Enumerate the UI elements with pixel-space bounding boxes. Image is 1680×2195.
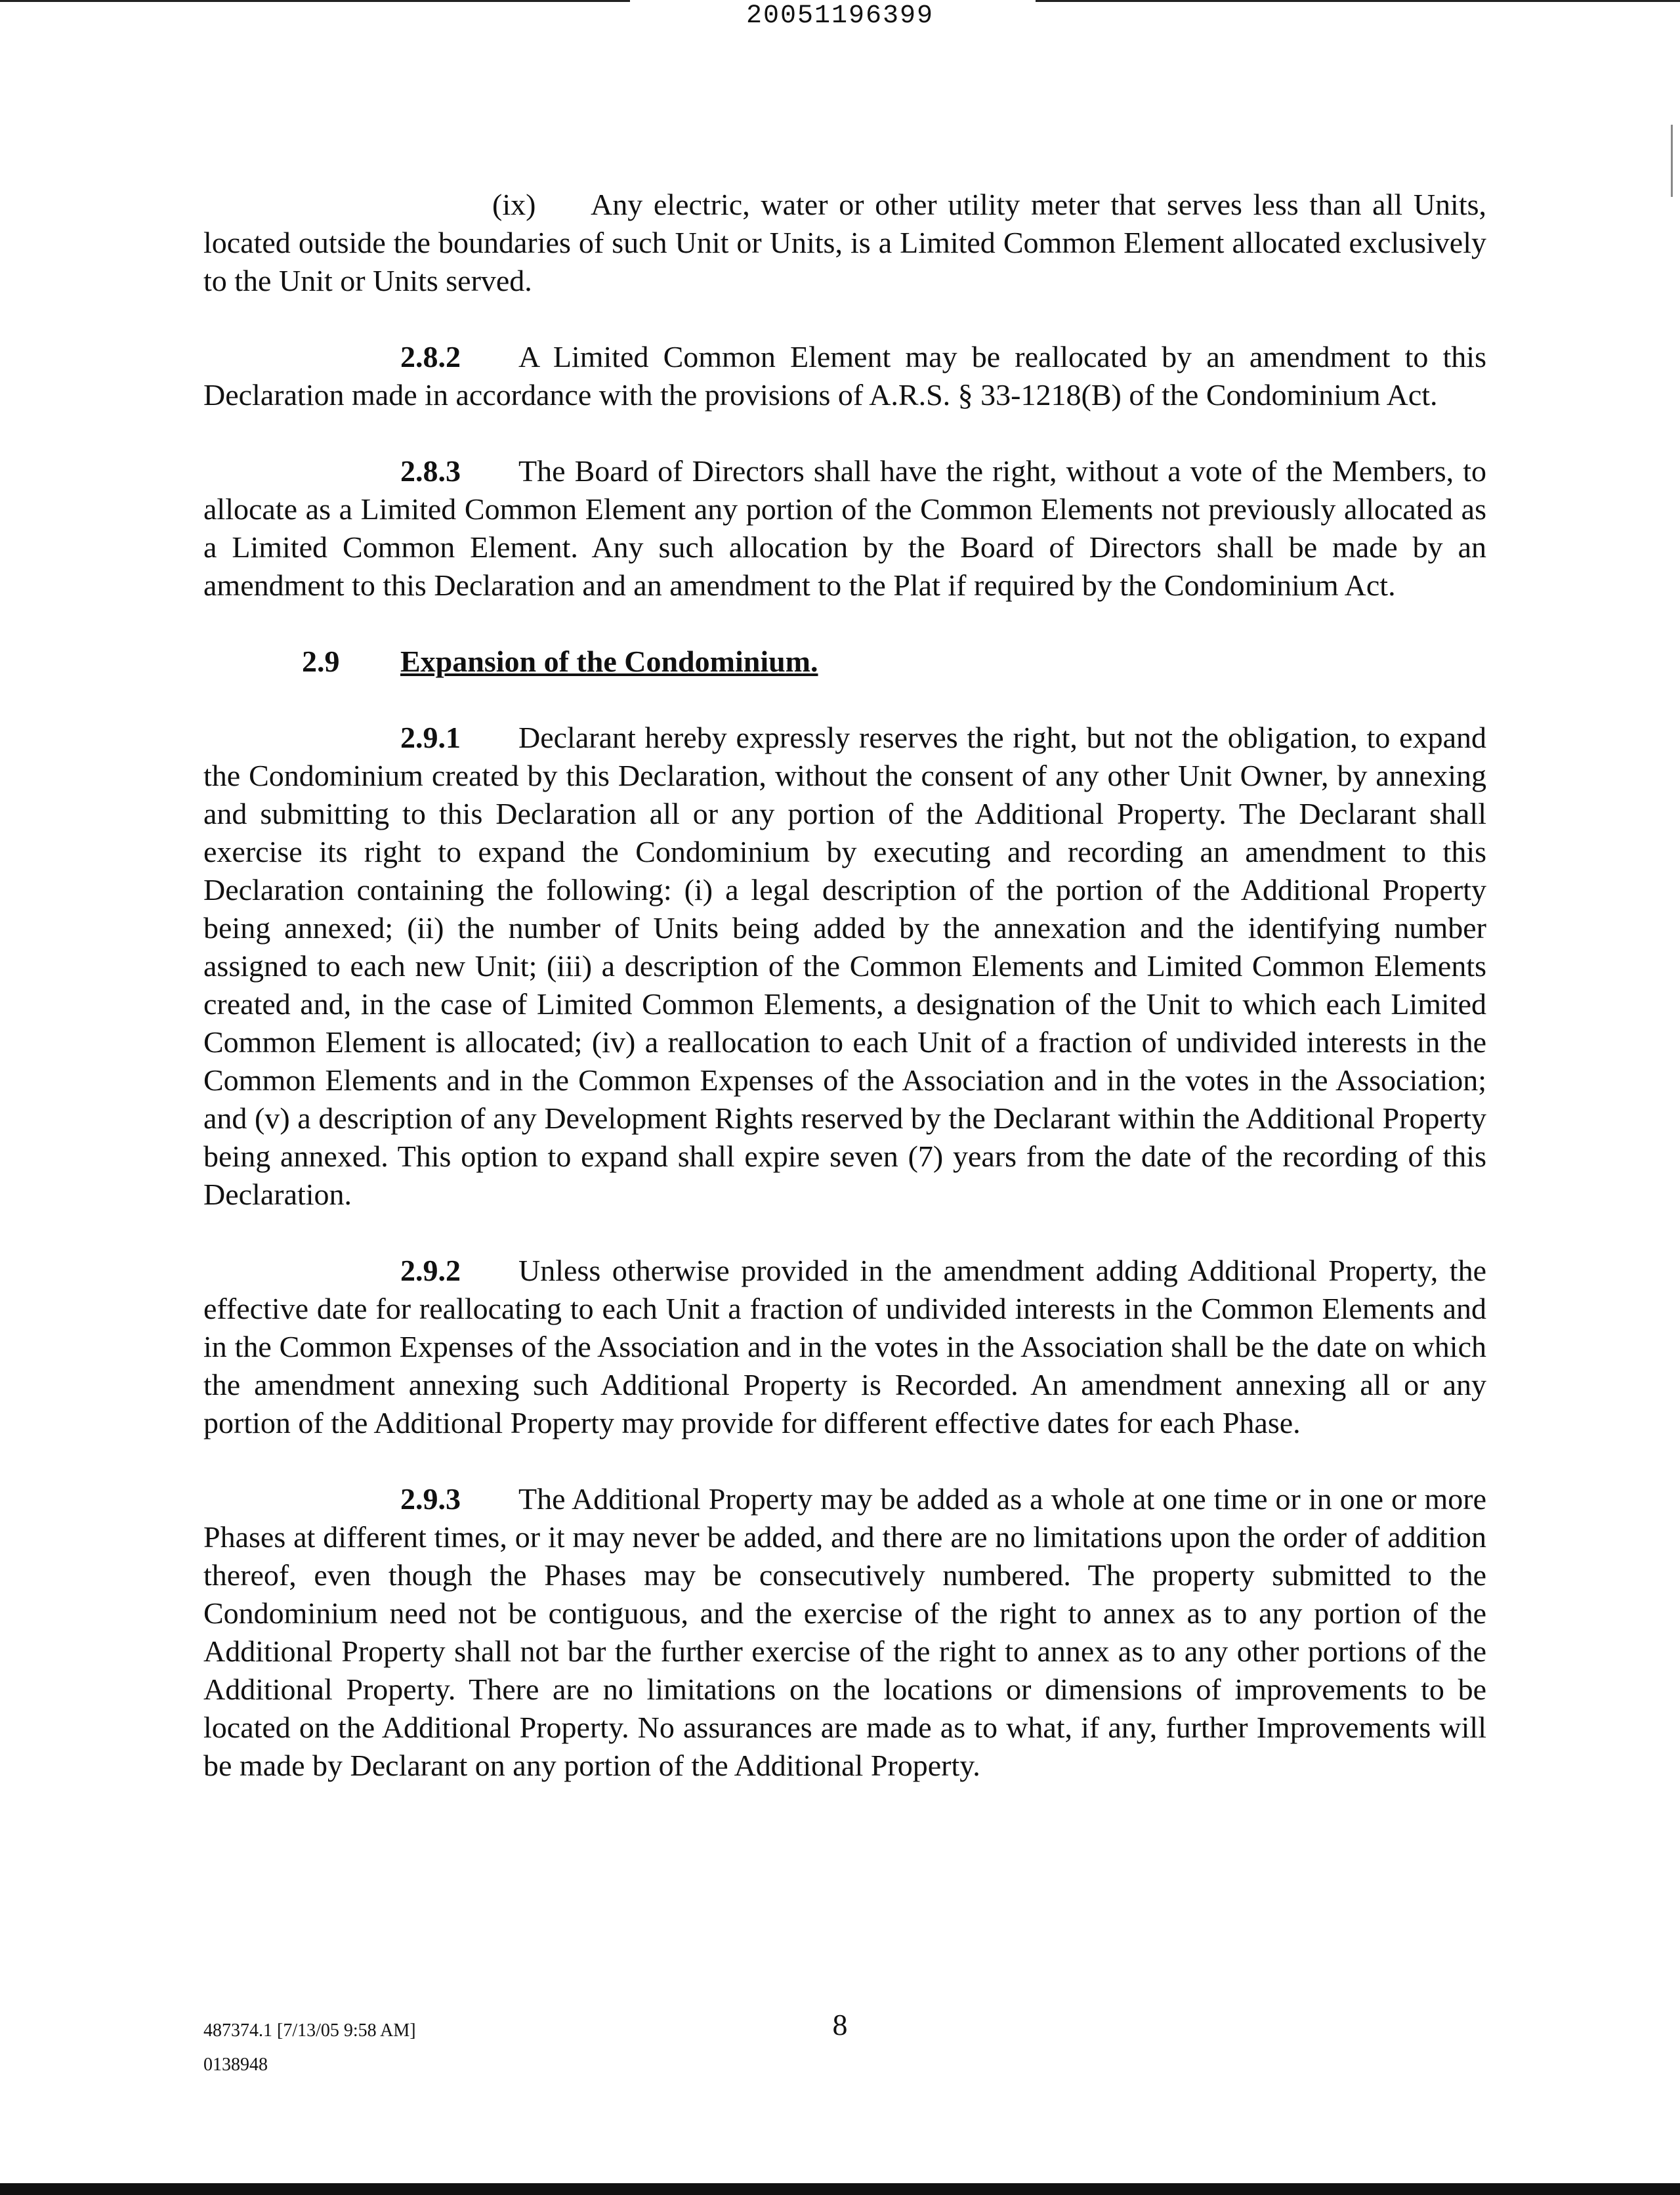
paragraph-2-8-3 (203, 452, 1486, 605)
scan-edge-mark (1671, 125, 1673, 197)
paragraph-2-9-3 (203, 1480, 1486, 1785)
paragraph-text: The Board of Directors shall have the right, without a vote of the Members, to allocate as a Limited Common Element any portion of the Common Elements not previously allocated as a Limited Common Element. Any such allocation by the Board of Directors shall be made by an amendment to this Declaration and an amendment to the Plat if required by the Condominium Act. (203, 454, 1486, 602)
footer-doc-ref: 487374.1 [7/13/05 9:58 AM] (203, 2020, 416, 2041)
scan-bottom-edge (0, 2183, 1680, 2195)
paragraph-number: 2.9.2 (400, 1254, 461, 1287)
paragraph-text: Declarant hereby expressly reserves the right, but not the obligation, to expand the Condominium created by this Declaration, without the consent of any other Unit Owner, by annexing and submitting to this Declaration all or any portion of the Additional Property. The Declarant shall exercise its right to expand the Condominium by executing and recording an amendment to this Declaration containing the following: (i) a legal description of the portion of the Additional Property being annexed; (ii) the number of Units being added by the annexation and the identifying number assigned to each new Unit; (iii) a description of the Common Elements and Limited Common Elements created and, in the case of Limited Common Elements, a designation of the Unit to which each Limited Common Element is allocated; (iv) a reallocation to each Unit of a fraction of undivided interests in the Common Elements and in the Common Expenses of the Association and in the votes in the Association; and (v) a description of any Development Rights reserved by the Declarant within the Additional Property being annexed. This option to expand shall expire seven (7) years from the date of the recording of this Declaration. (203, 721, 1486, 1211)
paragraph-text: Unless otherwise provided in the amendment adding Additional Property, the effective date for reallocating to each Unit a fraction of undivided interests in the Common Elements and in the Common Expenses of the Association and in the votes in the Association shall be the date on which the amendment annexing such Additional Property is Recorded. An amendment annexing all or any portion of the Additional Property may provide for different effective dates for each Phase. (203, 1254, 1486, 1439)
paragraph-text: Any electric, water or other utility meter that serves less than all Units, located outside the boundaries of such Unit or Units, is a Limited Common Element allocated exclusively to the Unit or Units served. (203, 188, 1486, 297)
footer-file-number: 0138948 (203, 2055, 268, 2075)
section-number: 2.9 (302, 645, 340, 678)
paragraph-number: 2.9.1 (400, 721, 461, 754)
paragraph-2-9-1 (203, 719, 1486, 1214)
paragraph-text: A Limited Common Element may be reallocated by an amendment to this Declaration made in accordance with the provisions of A.R.S. § 33-1218(B) of the Condominium Act. (203, 340, 1486, 412)
paragraph-2-8-2 (203, 338, 1486, 414)
paragraph-2-9-2 (203, 1252, 1486, 1442)
section-title: Expansion of the Condominium. (400, 645, 818, 678)
section-heading-2-9 (203, 643, 1486, 681)
paragraph-text: The Additional Property may be added as a whole at one time or in one or more Phases at different times, or it may never be added, and there are no limitations upon the order of addition thereof, even though the Phases may be consecutively numbered. The property submitted to the Condominium need not be contiguous, and the exercise of the right to annex as to any portion of the Additional Property shall not bar the further exercise of the right to annex as to any other portions of the Additional Property. There are no limitations on the locations or dimensions of improvements to be located on the Additional Property. No assurances are made as to what, if any, further Improvements will be made by Declarant on any portion of the Additional Property. (203, 1482, 1486, 1782)
paragraph-number: 2.8.2 (400, 340, 461, 373)
page-number: 8 (832, 2008, 848, 2041)
paragraph-number: 2.9.3 (400, 1482, 461, 1516)
paragraph-number: (ix) (492, 188, 536, 221)
document-body (203, 186, 1486, 1823)
paragraph-ix (203, 186, 1486, 300)
paragraph-number: 2.8.3 (400, 454, 461, 488)
recording-number: 20051196399 (746, 1, 934, 31)
footer-reference (203, 2014, 416, 2082)
